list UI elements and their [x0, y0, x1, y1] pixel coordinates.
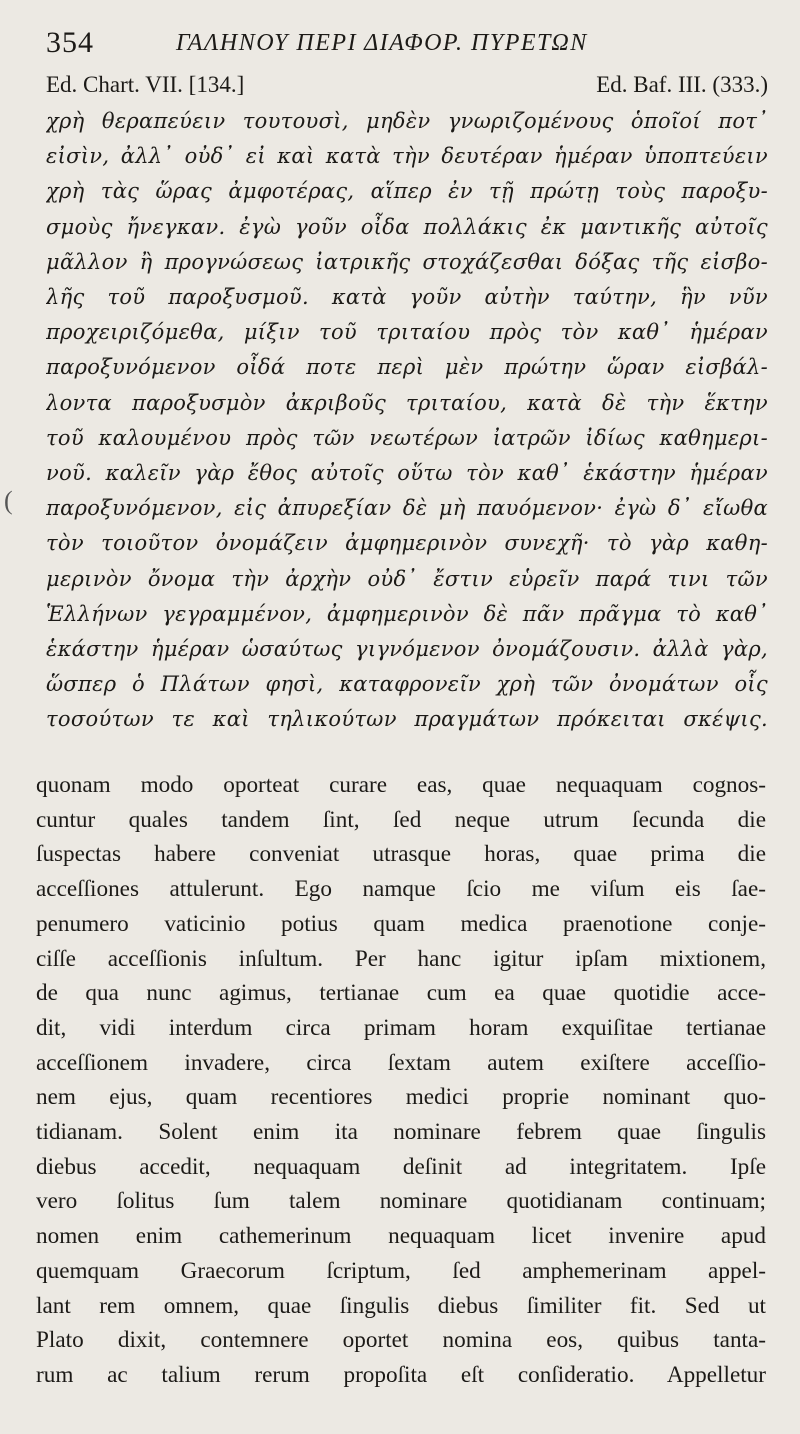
- latin-text-line: quemquam Graecorum ſcriptum, ſed amphemerinam appel-: [36, 1257, 766, 1284]
- greek-text-line: λοντα παροξυσμὸν ἀκριβοῦς τριταίου, κατὰ δὲ τὴν ἕκτην: [46, 390, 768, 415]
- latin-text-line: rum ac talium rerum propoſita eſt conſideratio. Appelletur: [36, 1361, 766, 1388]
- greek-text-line: μερινὸν ὄνομα τὴν ἀρχὴν οὐδ᾽ ἔστιν εὑρεῖν παρά τινι τῶν: [46, 566, 768, 591]
- edition-references: [46, 72, 768, 106]
- latin-text-line: ciſſe acceſſionis inſultum. Per hanc igitur ipſam mixtionem,: [36, 945, 766, 972]
- greek-text-line: ὥσπερ ὁ Πλάτων φησὶ, καταφρονεῖν χρὴ τῶν ὀνομάτων οἷς: [46, 672, 768, 697]
- greek-text-line: νοῦ. καλεῖν γὰρ ἔθος αὐτοῖς οὕτω τὸν καθ᾽ ἑκάστην ἡμέραν: [46, 461, 768, 486]
- latin-text-line: dit, vidi interdum circa primam horam exquiſitae tertianae: [36, 1014, 766, 1041]
- latin-text-line: cuntur quales tandem ſint, ſed neque utrum ſecunda die: [36, 806, 766, 833]
- latin-text-line: vero ſolitus ſum talem nominare quotidianam continuam;: [36, 1188, 766, 1215]
- greek-text-line: Ἑλλήνων γεγραμμένον, ἀμφημερινὸν δὲ πᾶν πρᾶγμα τὸ καθ᾽: [46, 601, 768, 626]
- latin-text-line: Plato dixit, contemnere oportet nomina eos, quibus tanta-: [36, 1327, 766, 1354]
- greek-text-line: εἰσὶν, ἀλλ᾽ οὐδ᾽ εἰ καὶ κατὰ τὴν δευτέραν ἡμέραν ὑποπτεύειν: [46, 144, 768, 169]
- running-head: [46, 26, 766, 70]
- greek-text-line: μᾶλλον ἢ προγνώσεως ἰατρικῆς στοχάζεσθαι δόξας τῆς εἰσβο-: [46, 249, 768, 274]
- greek-text-line: χρὴ τὰς ὥρας ἀμφοτέρας, αἵπερ ἐν τῇ πρώτῃ τοὺς παροξυ-: [46, 179, 768, 204]
- edition-chartier-reference: Ed. Chart. VII. [134.]: [46, 72, 245, 97]
- latin-text-line: ſuspectas habere conveniat utrasque horas, quae prima die: [36, 841, 766, 868]
- latin-text-line: diebus accedit, nequaquam deſinit ad integritatem. Ipſe: [36, 1153, 766, 1180]
- greek-text-line: τοῦ καλουμένου πρὸς τῶν νεωτέρων ἰατρῶν ἰδίως καθημερι-: [46, 425, 768, 450]
- margin-pencil-mark: (: [4, 486, 13, 515]
- latin-text-line: acceſſionem invadere, circa ſextam autem exiſtere acceſſio-: [36, 1049, 766, 1076]
- greek-text-line: ἑκάστην ἡμέραν ὡσαύτως γιγνόμενον ὀνομάζουσιν. ἀλλὰ γὰρ,: [46, 637, 768, 662]
- greek-text-line: παροξυνόμενον οἶδά ποτε περὶ μὲν πρώτην ὥραν εἰσβάλ-: [46, 355, 768, 380]
- latin-text-line: nem ejus, quam recentiores medici proprie nominant quo-: [36, 1084, 766, 1111]
- latin-text-line: nomen enim cathemerinum nequaquam licet invenire apud: [36, 1223, 766, 1250]
- greek-text-line: χρὴ θεραπεύειν τουτουσὶ, μηδὲν γνωριζομένους ὁποῖοί ποτ᾽: [46, 109, 768, 133]
- latin-text-line: tidianam. Solent enim ita nominare febrem quae ſingulis: [36, 1119, 766, 1146]
- latin-text-line: lant rem omnem, quae ſingulis diebus ſimiliter fit. Sed ut: [36, 1292, 766, 1319]
- latin-text-line: quonam modo oporteat curare eas, quae nequaquam cognos-: [36, 772, 766, 798]
- greek-text-line: λῆς τοῦ παροξυσμοῦ. κατὰ γοῦν αὐτὴν ταύτην, ἣν νῦν: [46, 285, 768, 310]
- greek-text-line: τὸν τοιοῦτον ὀνομάζειν ἀμφημερινὸν συνεχῆ· τὸ γὰρ καθη-: [46, 531, 768, 556]
- latin-text-line: acceſſiones attulerunt. Ego namque ſcio me viſum eis ſae-: [36, 876, 766, 903]
- page-number: 354: [46, 26, 94, 59]
- latin-translation-block: [36, 768, 766, 1393]
- greek-text-line: προχειριζόμεθα, μίξιν τοῦ τριταίου πρὸς τὸν καθ᾽ ἡμέραν: [46, 320, 768, 345]
- edition-basel-reference: Ed. Baf. III. (333.): [596, 72, 768, 97]
- greek-text-block: [46, 104, 768, 738]
- greek-text-line: σμοὺς ἤνεγκαν. ἐγὼ γοῦν οἶδα πολλάκις ἐκ μαντικῆς αὐτοῖς: [46, 214, 768, 239]
- greek-text-line: τοσούτων τε καὶ τηλικούτων πραγμάτων πρόκειται σκέψις.: [46, 707, 768, 732]
- running-title: ΓΑΛΗΝΟΥ ΠΕΡΙ ΔΙΑΦΟΡ. ΠΥΡΕΤΩΝ: [176, 30, 588, 56]
- latin-text-line: penumero vaticinio potius quam medica praenotione conje-: [36, 910, 766, 937]
- greek-text-line: παροξυνόμενον, εἰς ἀπυρεξίαν δὲ μὴ παυόμενον· ἐγὼ δ᾽ εἴωθα: [46, 496, 768, 521]
- latin-text-line: de qua nunc agimus, tertianae cum ea quae quotidie acce-: [36, 980, 766, 1007]
